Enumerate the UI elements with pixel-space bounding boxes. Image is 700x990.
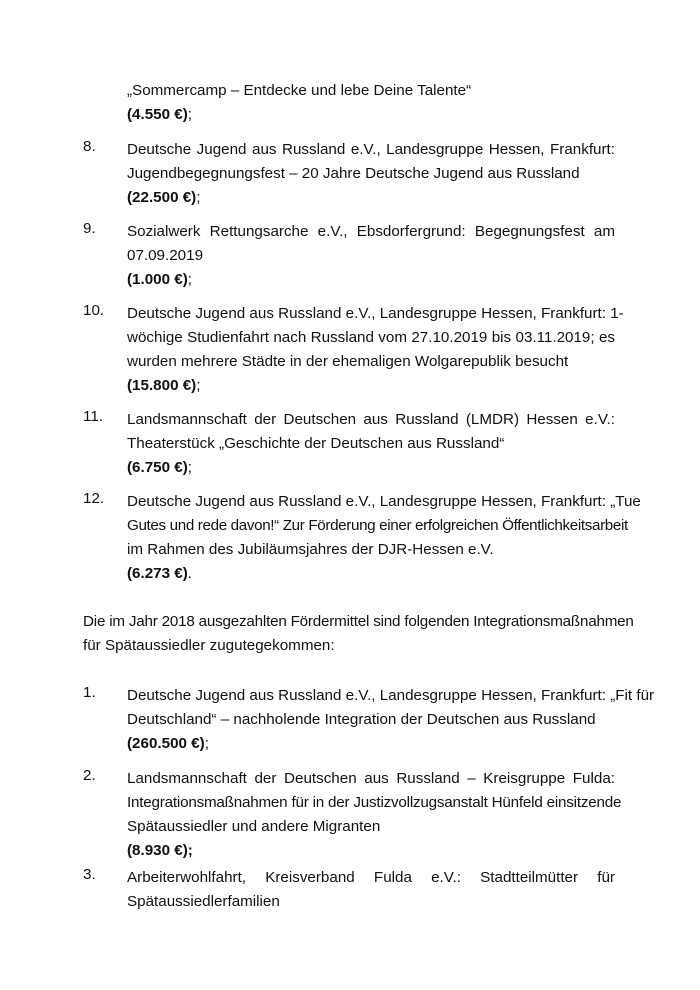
entry-text-line: Integrationsmaßnahmen für in der Justizvollzugsanstalt Hünfeld einsitzende [127,794,622,811]
entry-amount: (6.750 €) [127,459,188,476]
entry-amount: (260.500 €) [127,735,205,752]
entry-text-line: Deutschland“ – nachholende Integration der Deutschen aus Russland [127,711,596,728]
list-item-number: 12. [83,490,105,507]
entry-text-line: Landsmannschaft der Deutschen aus Russland (LMDR) Hessen e.V.: [127,411,615,428]
entry-suffix: ; [187,106,193,123]
entry-text-line: Deutsche Jugend aus Russland e.V., Landesgruppe Hessen, Frankfurt: „Tue [127,493,641,510]
entry-amount: (22.500 €) [127,189,197,206]
entry-text-line: wurden mehrere Städte in der ehemaligen Wolgarepublik besucht [127,353,569,370]
list-item-number: 9. [83,220,96,237]
entry-text-line: Spätaussiedler und andere Migranten [127,818,381,835]
entry-amount: (15.800 €) [127,377,197,394]
entry-text-line: Arbeiterwohlfahrt, Kreisverband Fulda e.V.: Stadtteilmütter für [127,869,615,886]
intro-line: Die im Jahr 2018 ausgezahlten Fördermittel sind folgenden Integrationsmaßnahmen [83,613,634,630]
intro-paragraph [83,610,634,658]
entry-text-line: Sozialwerk Rettungsarche e.V., Ebsdorfergrund: Begegnungsfest am [127,223,615,240]
entry-amount: (1.000 €) [127,271,188,288]
entry-text-line: Landsmannschaft der Deutschen aus Russland – Kreisgruppe Fulda: [127,770,615,787]
entry-suffix: ; [196,189,201,206]
entry-amount: (6.273 €) [127,565,188,582]
entry-suffix: ; [187,271,193,288]
entry-text-line: Deutsche Jugend aus Russland e.V., Landesgruppe Hessen, Frankfurt: 1- [127,305,624,322]
entry-text-line: im Rahmen des Jubiläumsjahres der DJR-Hessen e.V. [127,541,494,558]
list-item-number: 3. [83,866,96,883]
list-item-number: 2. [83,767,96,784]
list-item-number: 1. [83,684,96,701]
entry-text-line: Gutes und rede davon!“ Zur Förderung einer erfolgreichen Öffentlichkeitsarbeit [127,517,628,534]
entry-suffix: ; [196,377,201,394]
list-item-number: 8. [83,138,96,155]
entry-text-line: 07.09.2019 [127,247,204,264]
entry-text-line: Deutsche Jugend aus Russland e.V., Landesgruppe Hessen, Frankfurt: „Fit für [127,687,655,704]
entry-text-line: Deutsche Jugend aus Russland e.V., Landesgruppe Hessen, Frankfurt: [127,141,615,158]
entry-text-line: wöchige Studienfahrt nach Russland vom 27.10.2019 bis 03.11.2019; es [127,329,615,346]
list-item-number: 11. [83,408,103,425]
entry-text-line: Spätaussiedlerfamilien [127,893,280,910]
entry-amount: (8.930 €); [127,842,193,859]
entry-text-line: Jugendbegegnungsfest – 20 Jahre Deutsche Jugend aus Russland [127,165,580,182]
entry-text-line: „Sommercamp – Entdecke und lebe Deine Talente“ [127,82,472,99]
entry-text-line: Theaterstück „Geschichte der Deutschen aus Russland“ [127,435,505,452]
entry-suffix: ; [204,735,209,752]
entry-suffix: ; [187,459,193,476]
entry-suffix: . [187,565,193,582]
intro-line: für Spätaussiedler zugutegekommen: [83,637,335,654]
list-item-number: 10. [83,302,105,319]
entry-amount: (4.550 €) [127,106,188,123]
